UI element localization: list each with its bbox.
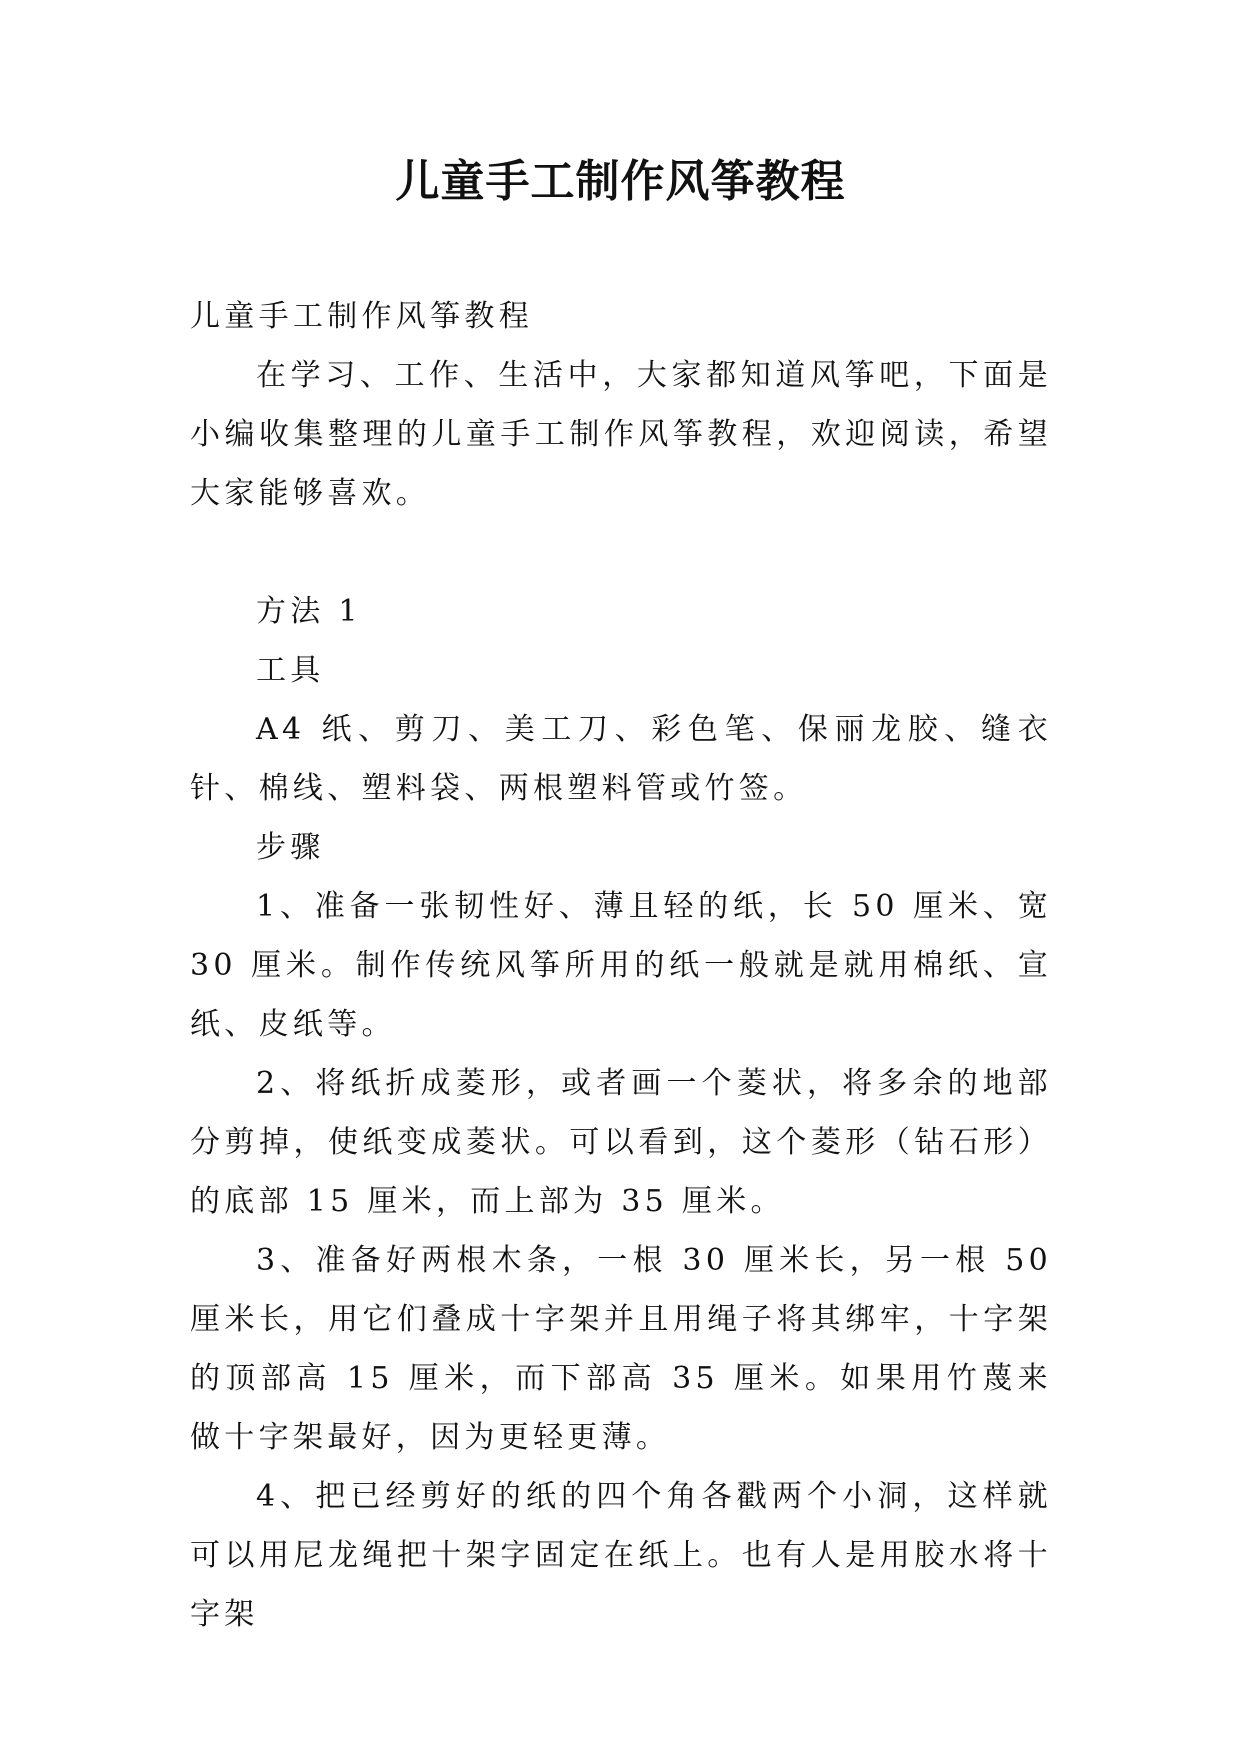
step-2-paragraph: 2、将纸折成菱形，或者画一个菱状，将多余的地部分剪掉，使纸变成菱状。可以看到，这个菱形（钻石形）的底部 15 厘米，而上部为 35 厘米。 (190, 1066, 1052, 1219)
step-1-paragraph: 1、准备一张韧性好、薄且轻的纸，长 50 厘米、宽 30 厘米。制作传统风筝所用的纸一般就是就用棉纸、宣纸、皮纸等。 (190, 889, 1052, 1042)
document-title: 儿童手工制作风筝教程 (395, 156, 846, 207)
step-3-paragraph: 3、准备好两根木条，一根 30 厘米长，另一根 50 厘米长，用它们叠成十字架并且用绳子将其绑牢，十字架的顶部高 15 厘米，而下部高 35 厘米。如果用竹蔑来做十字架最好，因为更轻更薄。 (190, 1243, 1052, 1455)
document-body (190, 287, 1052, 1644)
tools-heading: 工具 (256, 653, 325, 688)
subtitle-paragraph: 儿童手工制作风筝教程 (190, 299, 533, 334)
intro-paragraph: 在学习、工作、生活中，大家都知道风筝吧，下面是小编收集整理的儿童手工制作风筝教程，欢迎阅读，希望大家能够喜欢。 (190, 358, 1052, 511)
step-4-paragraph: 4、把已经剪好的纸的四个角各戳两个小洞，这样就可以用尼龙绳把十架字固定在纸上。也有人是用胶水将十字架 (190, 1479, 1052, 1632)
method-heading: 方法 1 (256, 594, 362, 629)
steps-heading: 步骤 (256, 830, 325, 865)
tools-list-paragraph: A4 纸、剪刀、美工刀、彩色笔、保丽龙胶、缝衣针、棉线、塑料袋、两根塑料管或竹签。 (190, 712, 1052, 806)
